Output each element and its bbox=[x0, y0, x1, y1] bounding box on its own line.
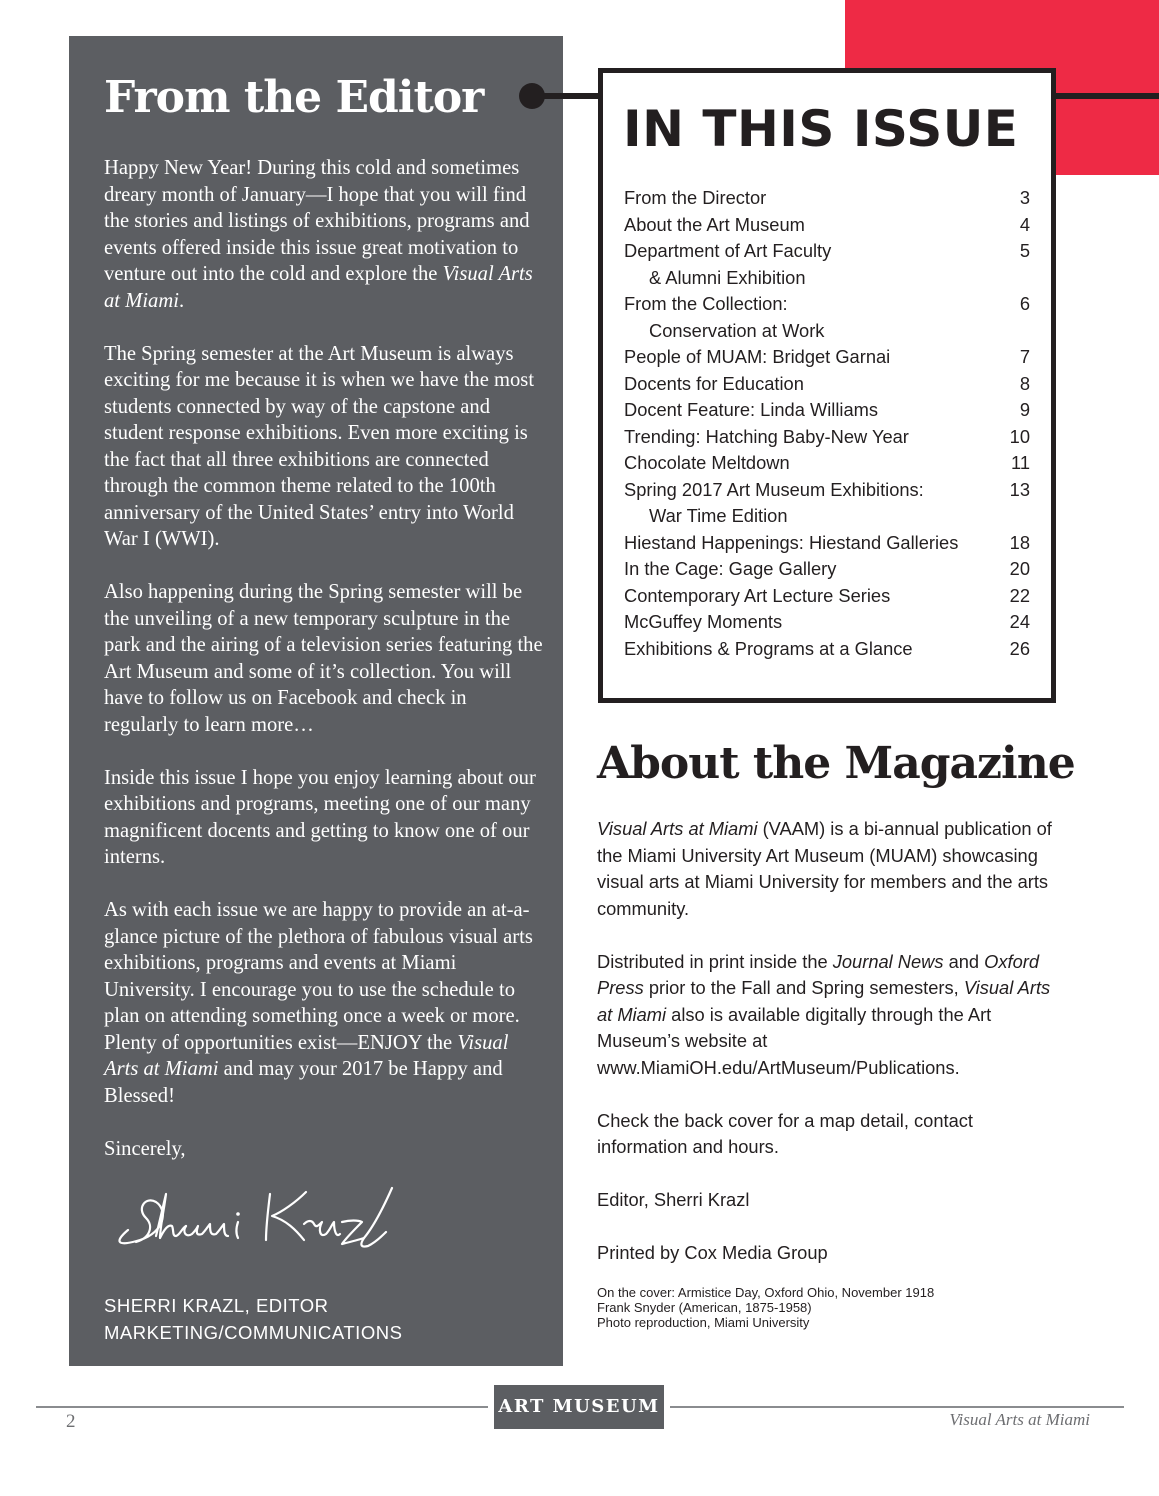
editor-letter bbox=[104, 155, 544, 1189]
toc-item-page: 18 bbox=[1009, 531, 1030, 553]
toc-item[interactable] bbox=[624, 583, 1030, 610]
toc-item-label: Docent Feature: Linda Williams bbox=[624, 399, 879, 420]
issue-title: IN THIS ISSUE bbox=[623, 100, 1019, 158]
toc-item[interactable] bbox=[624, 238, 1030, 265]
editor-credit-name: SHERRI KRAZL, EDITOR bbox=[104, 1295, 329, 1316]
editor-credit-role: MARKETING/COMMUNICATIONS bbox=[104, 1322, 403, 1343]
toc-item-label: Spring 2017 Art Museum Exhibitions: bbox=[624, 478, 924, 500]
page-number: 2 bbox=[66, 1411, 76, 1432]
toc-item-page: 13 bbox=[1009, 478, 1030, 500]
toc-item-page: 10 bbox=[1009, 425, 1030, 447]
toc-item-page: 6 bbox=[1019, 293, 1030, 314]
magazine-paragraph: Check the back cover for a map detail, contact information and hours. bbox=[597, 1109, 973, 1157]
cover-credit-line: Frank Snyder (American, 1875-1958) bbox=[597, 1300, 812, 1315]
editor-paragraph: Inside this issue I hope you enjoy learning about our exhibitions and programs, meeting one of our many magnificent docents and getting to know one of our interns. bbox=[104, 766, 536, 868]
toc-item-label: Chocolate Meltdown bbox=[624, 452, 790, 473]
toc-item-page: 5 bbox=[1019, 240, 1030, 261]
toc-item[interactable] bbox=[624, 424, 1030, 451]
toc-item-label: Exhibitions & Programs at a Glance bbox=[624, 637, 913, 659]
toc-item-page: 3 bbox=[1019, 187, 1030, 208]
cover-credit-line: Photo reproduction, Miami University bbox=[597, 1315, 810, 1330]
editor-title: From the Editor bbox=[104, 72, 484, 123]
editor-paragraph: As with each issue we are happy to provide an at-a-glance picture of the plethora of fabulous visual arts exhibitions, programs and events at Miami University. I encourage you to use the schedule to plan on attending something once a week or more. Plenty of opportunities exist—ENJOY the Visual Arts at Miami and may your 2017 be Happy and Blessed! bbox=[104, 899, 533, 1107]
editor-paragraph: The Spring semester at the Art Museum is always exciting for me because it is when we have the most students connected by way of the capstone and student response exhibitions. Even more exciting is the fact that all three exhibitions are connected through the common theme related to the 100th anniversary of the United States’ entry into World War I (WWI). bbox=[104, 342, 535, 550]
toc-item[interactable] bbox=[624, 291, 1030, 318]
toc-item-page: 20 bbox=[1009, 558, 1030, 579]
toc-item-label: From the Collection: bbox=[624, 293, 788, 314]
toc-item[interactable] bbox=[624, 503, 1030, 530]
magazine-description bbox=[597, 816, 1067, 1293]
toc-item-label: Conservation at Work bbox=[649, 319, 825, 341]
cover-credit bbox=[597, 1285, 934, 1330]
toc-item-page: 4 bbox=[1019, 213, 1030, 235]
toc-item[interactable] bbox=[624, 212, 1030, 239]
toc-item-label: About the Art Museum bbox=[624, 213, 805, 235]
in-this-issue-box bbox=[598, 68, 1056, 703]
toc-item-label: Department of Art Faculty bbox=[624, 240, 832, 261]
toc-item[interactable] bbox=[624, 450, 1030, 477]
toc-item-label: & Alumni Exhibition bbox=[649, 266, 806, 288]
cover-credit-line: On the cover: Armistice Day, Oxford Ohio, November 1918 bbox=[597, 1285, 935, 1300]
toc-item-label: People of MUAM: Bridget Garnai bbox=[624, 346, 891, 367]
table-of-contents bbox=[624, 185, 1030, 662]
toc-item-page: 11 bbox=[1011, 452, 1030, 473]
toc-item[interactable] bbox=[624, 477, 1030, 504]
editor-paragraph: Sincerely, bbox=[104, 1137, 186, 1160]
footer-badge: ART MUSEUM bbox=[494, 1385, 664, 1429]
toc-item[interactable] bbox=[624, 636, 1030, 663]
magazine-paragraph: Printed by Cox Media Group bbox=[597, 1242, 828, 1263]
toc-item-label: Contemporary Art Lecture Series bbox=[624, 584, 891, 606]
toc-item[interactable] bbox=[624, 344, 1030, 371]
footer-rule-left bbox=[36, 1406, 488, 1408]
toc-item[interactable] bbox=[624, 185, 1030, 212]
toc-item-page: 8 bbox=[1019, 372, 1030, 394]
editor-signature bbox=[110, 1180, 430, 1260]
toc-item[interactable] bbox=[624, 265, 1030, 292]
toc-item[interactable] bbox=[624, 556, 1030, 583]
toc-item[interactable] bbox=[624, 397, 1030, 424]
toc-item-page: 26 bbox=[1009, 637, 1030, 659]
toc-item-label: In the Cage: Gage Gallery bbox=[624, 558, 837, 579]
editor-credit bbox=[104, 1292, 402, 1346]
toc-item-label: McGuffey Moments bbox=[624, 611, 783, 632]
magazine-paragraph: Editor, Sherri Krazl bbox=[597, 1189, 750, 1210]
toc-item[interactable] bbox=[624, 318, 1030, 345]
toc-item-label: War Time Edition bbox=[649, 505, 788, 526]
toc-item-page: 9 bbox=[1019, 399, 1030, 420]
toc-item[interactable] bbox=[624, 609, 1030, 636]
toc-item-page: 7 bbox=[1019, 346, 1030, 367]
toc-item[interactable] bbox=[624, 530, 1030, 557]
editor-paragraph: Happy New Year! During this cold and sometimes dreary month of January—I hope that you will find the stories and listings of exhibitions, programs and events offered inside this issue great motivation to venture out into the cold and explore the Visual Arts at Miami. bbox=[104, 157, 533, 312]
publication-name: Visual Arts at Miami bbox=[949, 1410, 1090, 1429]
magazine-paragraph: Distributed in print inside the Journal News and Oxford Press prior to the Fall and Spring semesters, Visual Arts at Miami also is available digitally through the Art Museum’s website at www.MiamiOH.edu/ArtMuseum/Publications. bbox=[597, 950, 1051, 1078]
toc-item-page: 24 bbox=[1009, 611, 1030, 632]
footer-rule-right bbox=[670, 1406, 1124, 1408]
toc-item-label: From the Director bbox=[624, 187, 767, 208]
toc-item-label: Trending: Hatching Baby-New Year bbox=[624, 425, 909, 447]
magazine-title: About the Magazine bbox=[597, 738, 1075, 789]
magazine-paragraph: Visual Arts at Miami (VAAM) is a bi-annual publication of the Miami University Art Museum (MUAM) showcasing visual arts at Miami University for members and the arts community. bbox=[597, 818, 1052, 919]
toc-item-label: Hiestand Happenings: Hiestand Galleries bbox=[624, 531, 959, 553]
toc-item-label: Docents for Education bbox=[624, 372, 804, 394]
editor-paragraph: Also happening during the Spring semester will be the unveiling of a new temporary sculpture in the park and the airing of a television series featuring the Art Museum and some of it’s collection. You will have to follow us on Facebook and check in regularly to learn more… bbox=[104, 581, 543, 736]
toc-item[interactable] bbox=[624, 371, 1030, 398]
toc-item-page: 22 bbox=[1009, 584, 1030, 606]
